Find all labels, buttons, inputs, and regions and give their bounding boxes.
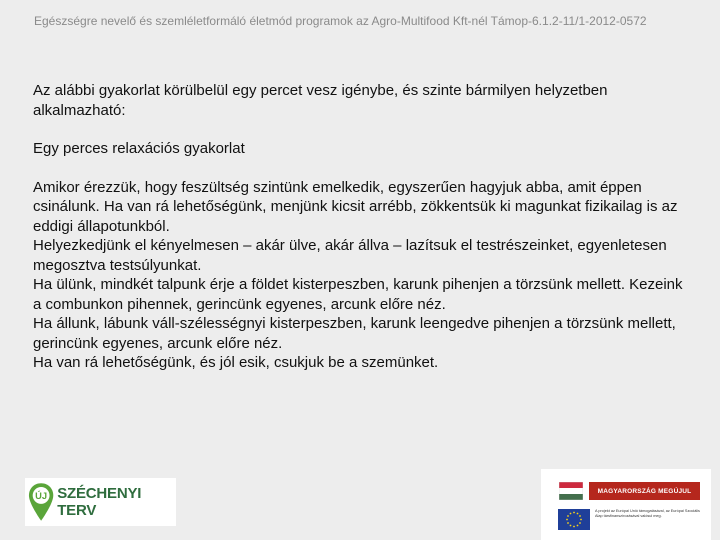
szechenyi-terv-text: SZÉCHENYI TERV: [57, 485, 142, 519]
paragraph-3: Ha ülünk, mindkét talpunk érje a földet kisterpeszben, karunk pihenjen a törzsünk mellett. Kezeink a combunkon pihennek, gerincünk egyenes, arcunk előre néz.: [33, 276, 683, 313]
magyarorszag-megujul-banner: MAGYARORSZÁG MEGÚJUL: [589, 482, 700, 500]
exercise-heading: Egy perces relaxációs gyakorlat: [33, 140, 245, 157]
paragraph-5: Ha van rá lehetőségünk, és jól esik, csukjuk be a szemünket.: [33, 354, 439, 371]
paragraph-1: Amikor érezzük, hogy feszültség szintünk emelkedik, egyszerűen hagyjuk abba, amit éppen csinálunk. Ha van rá lehetőségünk, menjünk kicsit arrébb, zökkentsük ki magunkat fizikailag is az eddigi állapotunkból.: [33, 178, 678, 235]
hungarian-flag-icon: [559, 482, 583, 500]
uj-badge-text: ÚJ: [35, 491, 48, 502]
header-title: Egészségre nevelő és szemléletformáló életmód programok az Agro-Multifood Kft-nél Támop-6.1.2-11/1-2012-0572: [34, 14, 647, 28]
szechenyi-terv-logo: [25, 478, 176, 526]
intro-text: Az alábbi gyakorlat körülbelül egy percet vesz igénybe, és szinte bármilyen helyzetben alkalmazható:: [33, 82, 608, 119]
eu-support-logo: [541, 469, 711, 540]
uj-szechenyi-pin-icon: [28, 480, 54, 524]
eu-support-text: A projekt az Európai Unió támogatásával, az Európai Szociális Alap társfinanszírozásával valósul meg.: [595, 509, 700, 519]
paragraph-2: Helyezkedjünk el kényelmesen – akár ülve, akár állva – lazítsuk el testrészeinket, egyenletesen megosztva testsúlyunkat.: [33, 237, 667, 274]
paragraph-4: Ha állunk, lábunk váll-szélességnyi kisterpeszben, karunk leengedve pihenjen a törzsünk mellett, gerincünk egyenes, arcunk előre néz.: [33, 315, 676, 352]
eu-flag-icon: [558, 509, 590, 530]
main-content: [33, 81, 695, 373]
